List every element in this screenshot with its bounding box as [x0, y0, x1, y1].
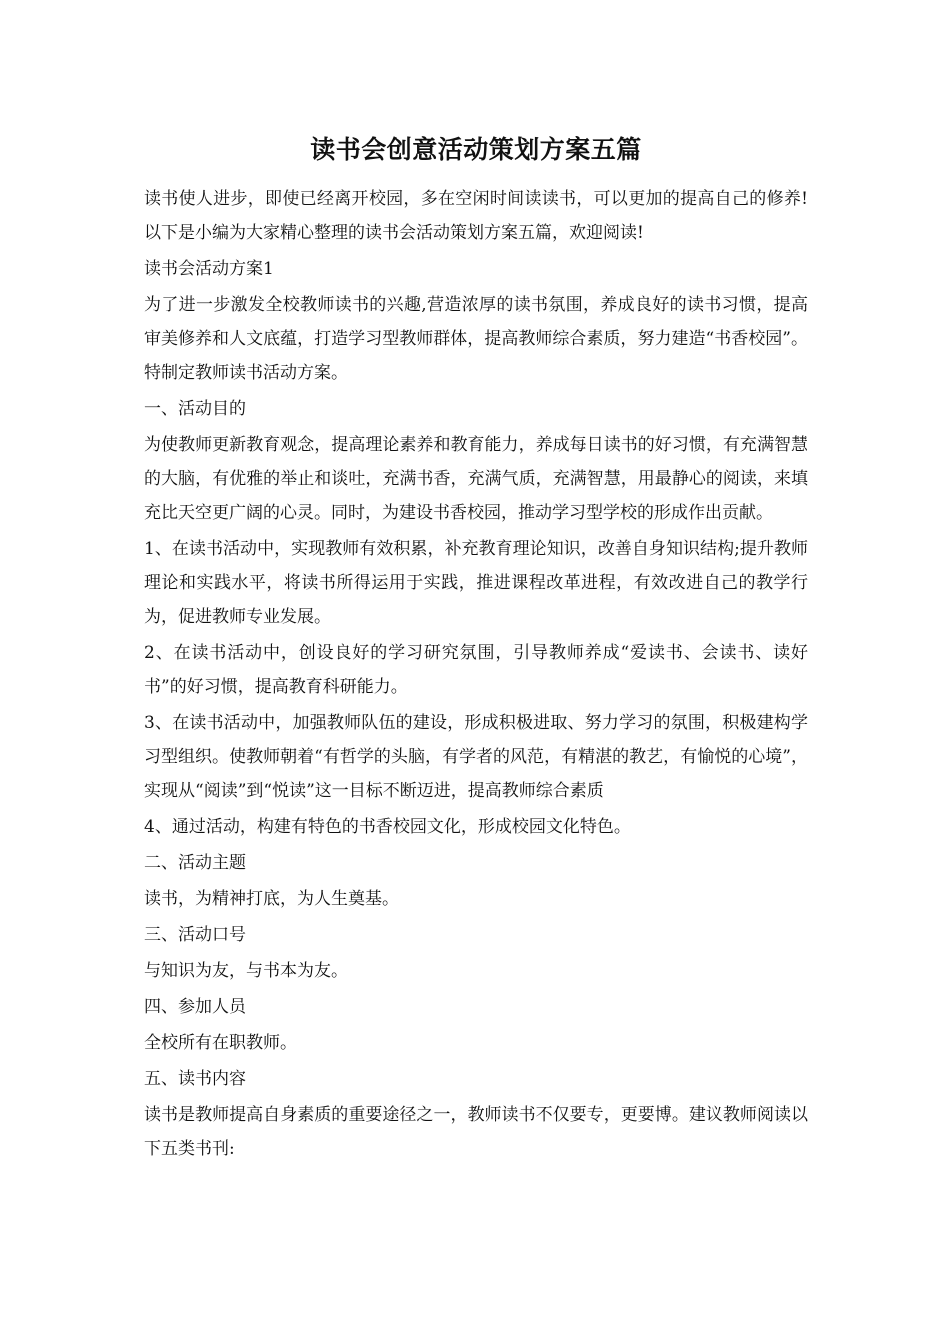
purpose-paragraph: 为使教师更新教育观念，提高理论素养和教育能力，养成每日读书的好习惯，有充满智慧的大脑，有优雅的举止和谈吐，充满书香，充满气质，充满智慧，用最静心的阅读，来填充比天空更广阔的心灵。同时，为建设书香校园，推动学习型学校的形成作出贡献。: [144, 435, 808, 523]
section-heading-participants: 四、参加人员: [144, 997, 246, 1017]
section-heading-content: 五、读书内容: [144, 1069, 246, 1089]
intro-paragraph: 读书使人进步，即使已经离开校园，多在空闲时间读读书，可以更加的提高自己的修养!以下是小编为大家精心整理的读书会活动策划方案五篇，欢迎阅读!: [144, 189, 808, 243]
section-heading-theme: 二、活动主题: [144, 853, 246, 873]
document-body: [144, 182, 808, 1166]
theme-paragraph: 读书，为精神打底，为人生奠基。: [144, 889, 399, 909]
section-heading-purpose: 一、活动目的: [144, 399, 246, 419]
document-page: [144, 128, 808, 1168]
purpose-item-3: 3、在读书活动中，加强教师队伍的建设，形成积极进取、努力学习的氛围，积极建构学习型组织。使教师朝着“有哲学的头脑，有学者的风范，有精湛的教艺，有愉悦的心境”，实现从“阅读”到“悦读”这一目标不断迈进，提高教师综合素质: [144, 713, 808, 801]
purpose-item-2: 2、在读书活动中，创设良好的学习研究氛围，引导教师养成“爱读书、会读书、读好书”的好习惯，提高教育科研能力。: [144, 643, 808, 697]
purpose-item-1: 1、在读书活动中，实现教师有效积累，补充教育理论知识，改善自身知识结构;提升教师理论和实践水平，将读书所得运用于实践，推进课程改革进程，有效改进自己的教学行为，促进教师专业发展。: [144, 539, 808, 627]
section-heading-slogan: 三、活动口号: [144, 925, 246, 945]
section-heading-plan-1: 读书会活动方案1: [144, 259, 274, 279]
document-title: 读书会创意活动策划方案五篇: [310, 135, 642, 164]
slogan-paragraph: 与知识为友，与书本为友。: [144, 961, 348, 981]
content-paragraph: 读书是教师提高自身素质的重要途径之一，教师读书不仅要专，更要博。建议教师阅读以下五类书刊:: [144, 1105, 808, 1159]
purpose-item-4: 4、通过活动，构建有特色的书香校园文化，形成校园文化特色。: [144, 817, 631, 837]
participants-paragraph: 全校所有在职教师。: [144, 1033, 297, 1053]
plan-1-intro-paragraph: 为了进一步激发全校教师读书的兴趣,营造浓厚的读书氛围，养成良好的读书习惯，提高审美修养和人文底蕴，打造学习型教师群体，提高教师综合素质，努力建造“书香校园”。特制定教师读书活动方案。: [144, 295, 808, 383]
